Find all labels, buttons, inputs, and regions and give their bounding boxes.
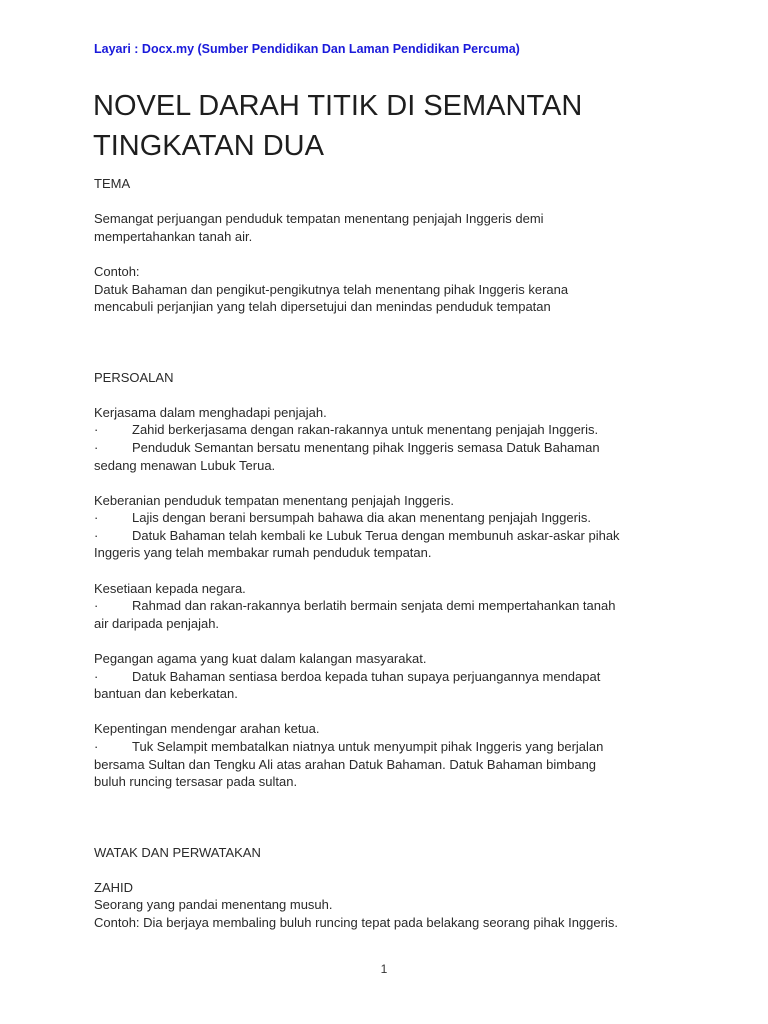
bullet-continuation: sedang menawan Lubuk Terua. <box>94 457 276 473</box>
spacer <box>94 316 694 351</box>
tema-contoh-line-2: mencabuli perjanjian yang telah dipersetujui dan menindas penduduk tempatan <box>94 299 551 315</box>
bullet-line <box>94 527 694 545</box>
bullet-text: Penduduk Semantan bersatu menentang pihak Inggeris semasa Datuk Bahaman <box>132 439 600 455</box>
bullet-dot: · <box>94 527 99 543</box>
bullet-text: Datuk Bahaman sentiasa berdoa kepada tuhan supaya perjuangannya mendapat <box>132 668 601 684</box>
persoalan-item-title: Kerjasama dalam menghadapi penjajah. <box>94 404 327 420</box>
bullet-text: Rahmad dan rakan-rakannya berlatih bermain senjata demi mempertahankan tanah <box>132 598 616 614</box>
bullet-continuation: buluh runcing tersasar pada sultan. <box>94 774 298 790</box>
tema-contoh-label: Contoh: <box>94 263 140 279</box>
bullet-text: Zahid berkerjasama dengan rakan-rakannya untuk menentang penjajah Inggeris. <box>132 422 599 438</box>
bullet-line <box>94 668 694 686</box>
page-title <box>93 86 713 166</box>
bullet-line <box>94 421 694 439</box>
bullet-dot: · <box>94 439 99 455</box>
bullet-continuation: air daripada penjajah. <box>94 615 220 631</box>
bullet-text: Datuk Bahaman telah kembali ke Lubuk Terua dengan membunuh askar-askar pihak <box>132 527 620 543</box>
watak-character-name: ZAHID <box>94 879 133 895</box>
spacer <box>94 351 694 369</box>
spacer <box>94 861 694 879</box>
spacer <box>94 193 694 211</box>
bullet-text: Lajis dengan berani bersumpah bahawa dia akan menentang penjajah Inggeris. <box>132 510 591 526</box>
persoalan-heading: PERSOALAN <box>94 369 174 385</box>
title-line-1: NOVEL DARAH TITIK DI SEMANTAN <box>93 90 583 122</box>
bullet-dot: · <box>94 739 99 754</box>
docx-my-header-link[interactable]: Layari : Docx.my (Sumber Pendidikan Dan Laman Pendidikan Percuma) <box>94 42 520 56</box>
bullet-dot: · <box>94 422 99 438</box>
persoalan-item-title: Pegangan agama yang kuat dalam kalangan masyarakat. <box>94 651 427 667</box>
persoalan-item-title: Kesetiaan kepada negara. <box>94 580 246 596</box>
tema-heading: TEMA <box>94 176 131 191</box>
persoalan-item-title: Kepentingan mendengar arahan ketua. <box>94 721 320 737</box>
spacer <box>94 703 694 721</box>
bullet-text: Tuk Selampit membatalkan niatnya untuk menyumpit pihak Inggeris yang berjalan <box>132 739 604 754</box>
watak-heading: WATAK DAN PERWATAKAN <box>94 844 261 860</box>
bullet-line <box>94 509 694 527</box>
spacer <box>94 245 694 263</box>
bullet-dot: · <box>94 598 99 614</box>
spacer <box>94 632 694 650</box>
bullet-continuation: bersama Sultan dan Tengku Ali atas arahan Datuk Bahaman. Datuk Bahaman bimbang <box>94 756 597 772</box>
page-number: 1 <box>380 962 388 976</box>
watak-description-line-2: Contoh: Dia berjaya membaling buluh runcing tepat pada belakang seorang pihak Inggeris. <box>94 914 618 930</box>
watak-description-line-1: Seorang yang pandai menentang musuh. <box>94 897 333 913</box>
tema-paragraph-line-2: mempertahankan tanah air. <box>94 228 253 244</box>
persoalan-item-title: Keberanian penduduk tempatan menentang penjajah Inggeris. <box>94 492 454 508</box>
spacer <box>94 562 694 580</box>
tema-paragraph-line-1: Semangat perjuangan penduduk tempatan menentang penjajah Inggeris demi <box>94 211 544 227</box>
document-body <box>94 175 694 932</box>
bullet-line <box>94 439 694 457</box>
spacer <box>94 386 694 404</box>
bullet-continuation: Inggeris yang telah membakar rumah penduduk tempatan. <box>94 545 432 561</box>
bullet-line <box>94 738 694 756</box>
bullet-dot: · <box>94 510 99 526</box>
spacer <box>94 826 694 844</box>
spacer <box>94 791 694 826</box>
bullet-line <box>94 597 694 615</box>
bullet-continuation: bantuan dan keberkatan. <box>94 686 238 702</box>
tema-contoh-line-1: Datuk Bahaman dan pengikut-pengikutnya telah menentang pihak Inggeris kerana <box>94 281 569 297</box>
spacer <box>94 474 694 492</box>
title-line-2: TINGKATAN DUA <box>93 130 324 162</box>
bullet-dot: · <box>94 668 99 684</box>
